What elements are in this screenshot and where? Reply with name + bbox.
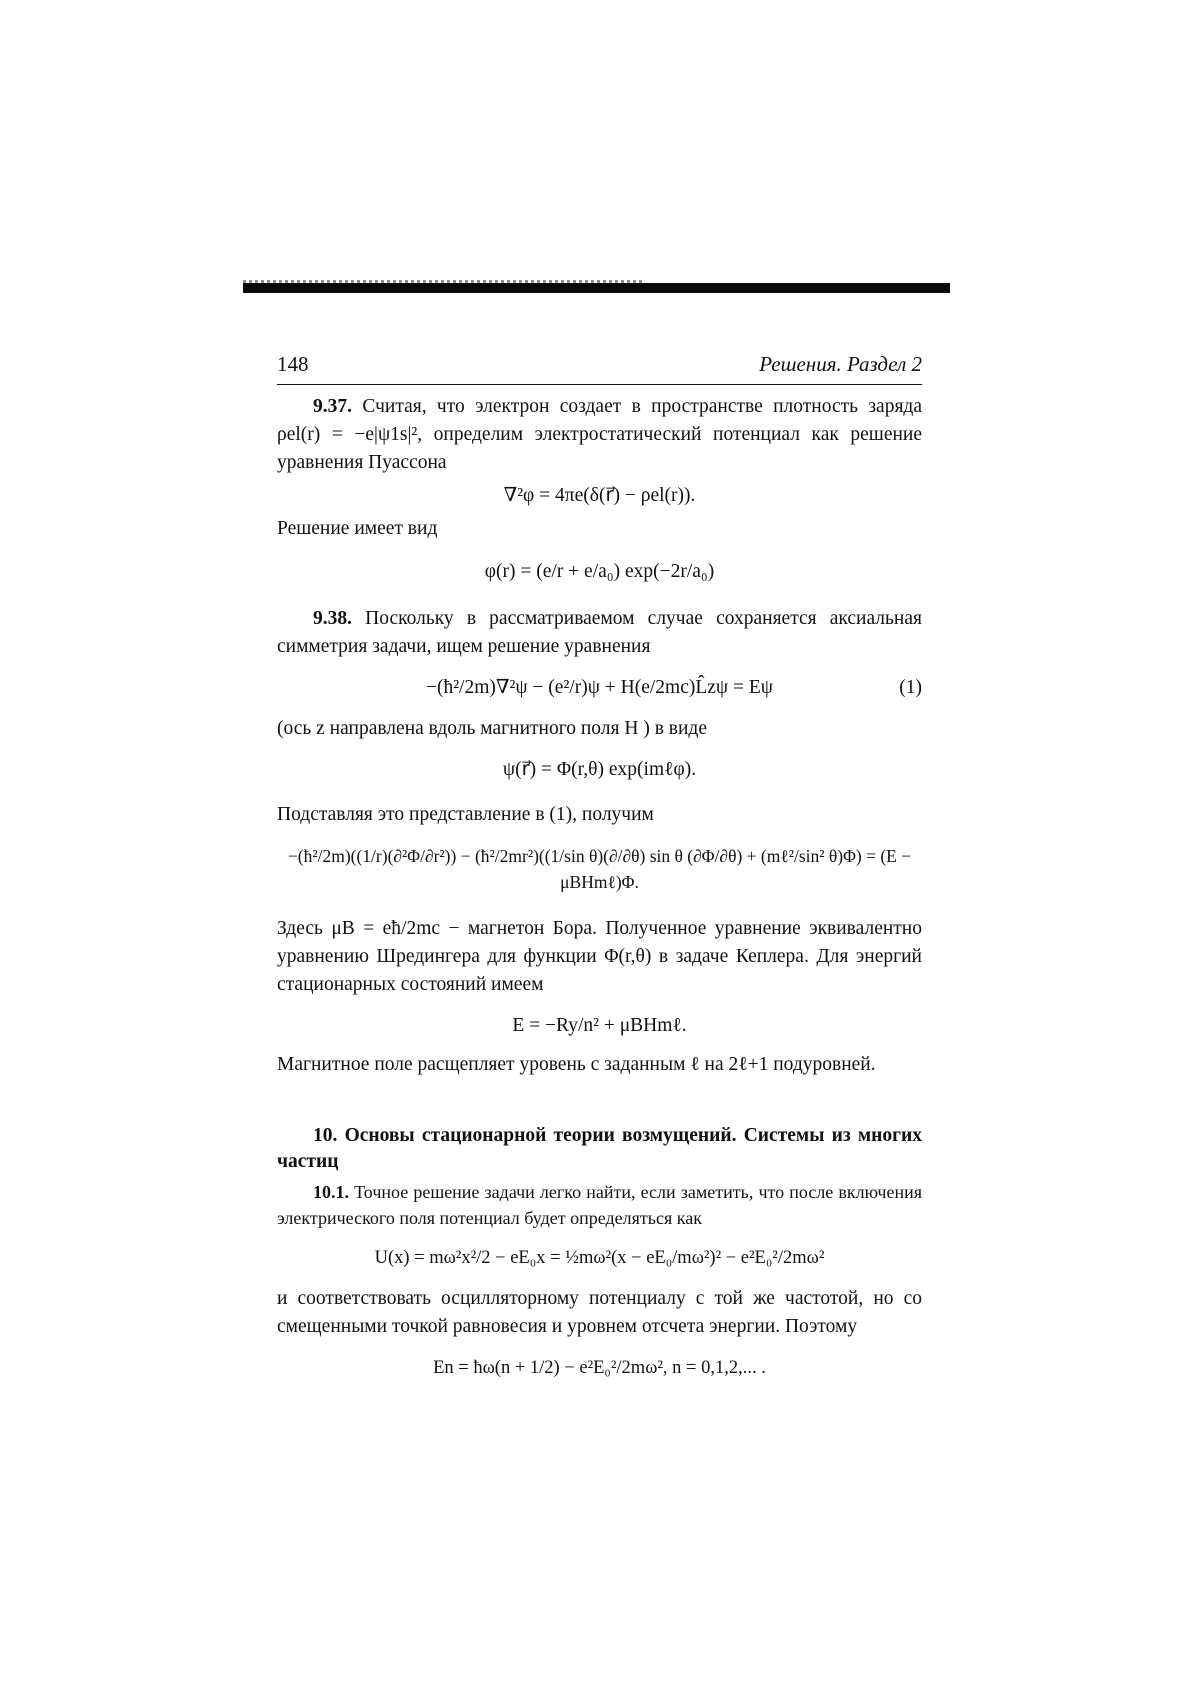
equation-number: (1) <box>899 677 922 698</box>
paragraph-text: (ось z направлена вдоль магнитного поля H ) в виде <box>277 718 707 739</box>
paragraph-text: Точное решение задачи легко найти, если заметить, что после включения электрического поля потенциал будет определяться как <box>277 1182 923 1228</box>
running-title: Решения. Раздел 2 <box>759 352 922 376</box>
top-scan-band <box>243 283 950 293</box>
problem-9-38 <box>277 605 922 661</box>
equation: ∇²φ = 4πe(δ(r⃗) − ρel(r)). <box>503 485 696 506</box>
equation: En = ħω(n + 1/2) − e²E₀²/2mω², n = 0,1,2,... . <box>433 1358 766 1378</box>
section-heading: 10. Основы стационарной теории возмущений. Системы из многих частиц <box>277 1125 922 1172</box>
page <box>277 352 922 1395</box>
equation: −(ħ²/2m)((1/r)(∂²Φ/∂r²)) − (ħ²/2mr²)((1/sin θ)(∂/∂θ) sin θ (∂Φ/∂θ) + (mℓ²/sin² θ)Φ) = (E − μBHmℓ)Φ. <box>287 846 912 892</box>
page-number: 148 <box>277 352 309 376</box>
paragraph-text: и соответствовать осцилляторному потенциалу с той же частотой, но со смещенными точкой равновесия и уровнем отсчета энергии. Поэтому <box>277 1288 922 1337</box>
paragraph-text: Считая, что электрон создает в пространстве плотность заряда ρel(r) = −e|ψ1s|², определим электростатический потенциал как решение уравнения Пуассона <box>277 396 923 473</box>
paragraph-text: Поскольку в рассматриваемом случае сохраняется аксиальная симметрия задачи, ищем решение уравнения <box>277 608 922 657</box>
header-rule <box>277 384 922 385</box>
paragraph-text: Подставляя это представление в (1), получим <box>277 804 654 825</box>
equation: U(x) = mω²x²/2 − eE₀x = ½mω²(x − eE₀/mω²)² − e²E₀²/2mω² <box>374 1248 825 1268</box>
problem-number: 9.37. <box>313 396 352 417</box>
paragraph-text: Здесь μB = eħ/2mc − магнетон Бора. Полученное уравнение эквивалентно уравнению Шредингера для функции Φ(r,θ) в задаче Кеплера. Для энергий стационарных состояний имеем <box>277 918 922 995</box>
equation-1 <box>277 673 922 703</box>
equation: E = −Ry/n² + μBHmℓ. <box>512 1015 687 1036</box>
equation: φ(r) = (e/r + e/a₀) exp(−2r/a₀) <box>484 561 715 582</box>
problem-10-1 <box>277 1179 922 1231</box>
paragraph-text: Магнитное поле расщепляет уровень с заданным ℓ на 2ℓ+1 подуровней. <box>277 1054 876 1075</box>
equation: ψ(r⃗) = Φ(r,θ) exp(imℓφ). <box>502 759 697 780</box>
problem-number: 10.1. <box>313 1182 349 1202</box>
paragraph-text: Решение имеет вид <box>277 518 438 539</box>
equation-body: −(ħ²/2m)∇²ψ − (e²/r)ψ + H(e/2mc)L̂zψ = Eψ <box>425 677 774 698</box>
problem-number: 9.38. <box>313 608 352 629</box>
page-header <box>277 352 922 382</box>
problem-9-37 <box>277 393 922 477</box>
